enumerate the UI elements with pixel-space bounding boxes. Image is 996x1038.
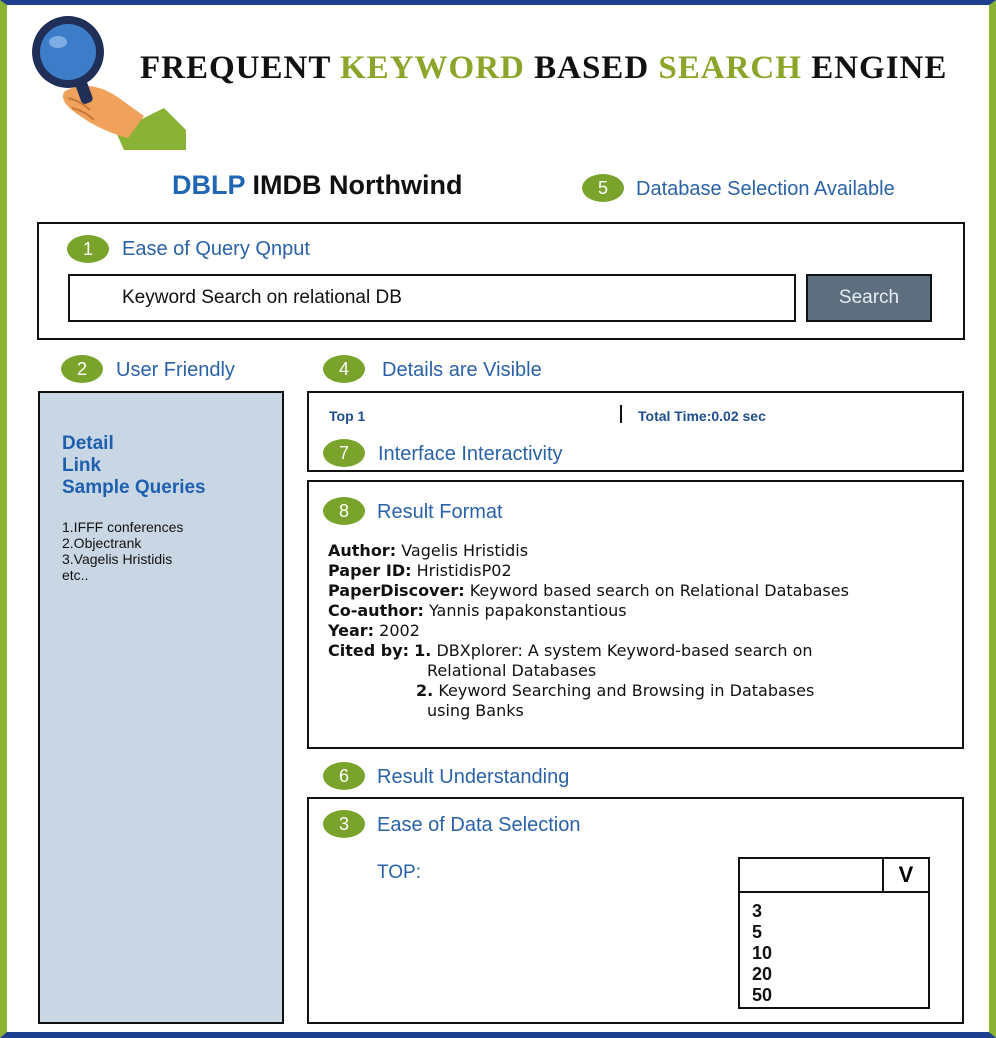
feature-badge-1: 1	[67, 235, 109, 263]
sidebar-link-link[interactable]: Link	[62, 455, 102, 476]
citation-continuation[interactable]: Relational Databases	[427, 661, 597, 680]
dropdown-option[interactable]: 20	[752, 964, 773, 984]
chevron-down-icon[interactable]: V	[882, 859, 928, 891]
query-heading: Ease of Query Qnput	[122, 238, 310, 260]
interactivity-heading: Interface Interactivity	[378, 443, 563, 465]
citation-continuation[interactable]: using Banks	[427, 701, 524, 720]
sample-query-item[interactable]: 2.Objectrank	[62, 535, 142, 551]
database-others[interactable]: IMDB Northwind	[252, 170, 463, 200]
feature-badge-2: 2	[61, 355, 103, 383]
dropdown-option[interactable]: 50	[752, 985, 773, 1005]
total-time-label: Total Time:0.02 sec	[638, 408, 766, 424]
feature-badge-5: 5	[582, 174, 624, 202]
result-year: Year: 2002	[328, 621, 420, 640]
citation-link[interactable]: DBXplorer: A system Keyword-based search on	[436, 641, 813, 660]
top-dropdown[interactable]	[738, 857, 930, 1009]
feature-badge-8: 8	[323, 497, 365, 525]
result-format-heading: Result Format	[377, 501, 503, 523]
result-cited-by: Cited by: 1. DBXplorer: A system Keyword-based search on	[328, 641, 813, 660]
data-selection-heading: Ease of Data Selection	[377, 814, 581, 836]
feature-badge-6: 6	[323, 762, 365, 790]
sample-query-item: etc..	[62, 567, 89, 583]
sample-query-item[interactable]: 1.IFFF conferences	[62, 519, 184, 535]
dropdown-option[interactable]: 5	[752, 922, 763, 942]
sidebar-link-sample-queries[interactable]: Sample Queries	[62, 477, 206, 498]
sidebar-heading: User Friendly	[116, 359, 235, 381]
result-understanding-heading: Result Understanding	[377, 766, 570, 788]
app-title: FREQUENT KEYWORD BASED SEARCH ENGINE	[140, 50, 948, 86]
feature-badge-3: 3	[323, 810, 365, 838]
database-list	[172, 170, 463, 201]
citation-2: 2. Keyword Searching and Browsing in Databases	[416, 681, 815, 700]
details-heading: Details are Visible	[382, 359, 542, 381]
database-selection-caption: Database Selection Available	[636, 178, 895, 200]
citation-link[interactable]: Keyword Searching and Browsing in Databases	[438, 681, 815, 700]
dropdown-option[interactable]: 10	[752, 943, 773, 963]
feature-badge-4: 4	[323, 355, 365, 383]
sample-query-item[interactable]: 3.Vagelis Hristidis	[62, 551, 173, 567]
dropdown-option[interactable]: 3	[752, 901, 763, 921]
result-coauthor: Co-author: Yannis papakonstantious	[328, 601, 627, 620]
search-input[interactable]: Keyword Search on relational DB	[68, 274, 796, 322]
top-count-label: Top 1	[329, 408, 366, 424]
result-paperdiscover: PaperDiscover: Keyword based search on Relational Databases	[328, 581, 849, 600]
top-selector-label: TOP:	[377, 862, 421, 883]
database-dblp[interactable]: DBLP	[172, 170, 246, 200]
result-author: Author: Vagelis Hristidis	[328, 541, 529, 560]
search-button[interactable]: Search	[806, 274, 932, 322]
feature-badge-7: 7	[323, 439, 365, 467]
sidebar	[38, 391, 284, 1024]
result-paper-id: Paper ID: HristidisP02	[328, 561, 512, 580]
sidebar-link-detail[interactable]: Detail	[62, 433, 114, 454]
info-divider	[620, 405, 622, 423]
